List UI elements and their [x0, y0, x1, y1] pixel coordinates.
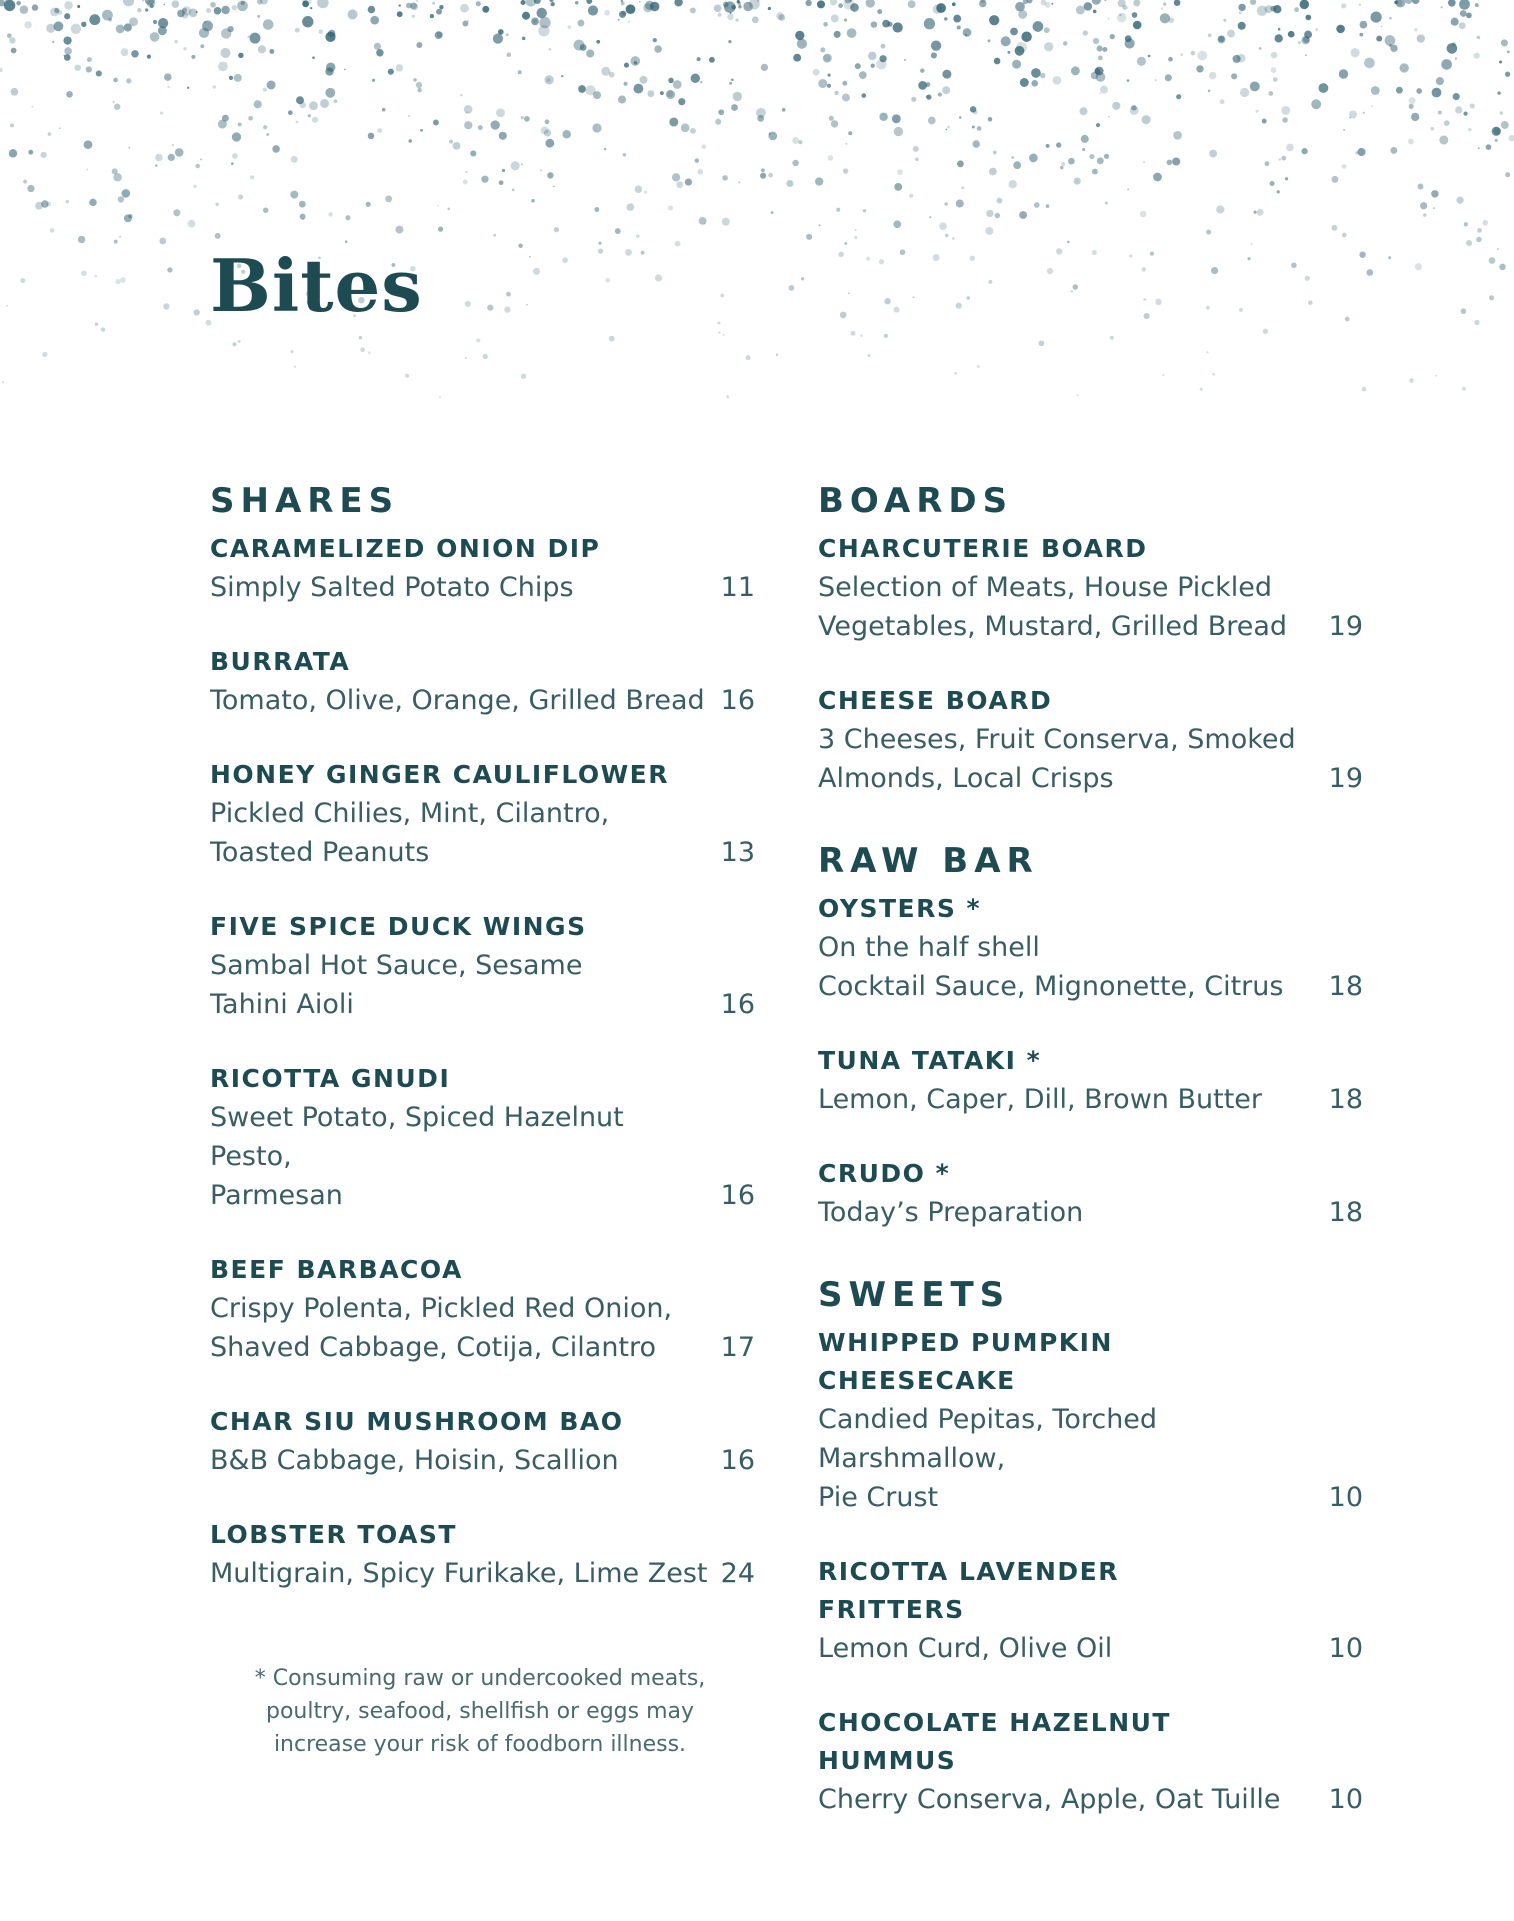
menu-item-name: CHAR SIU MUSHROOM BAO — [210, 1407, 624, 1436]
menu-item-price: 18 — [1328, 1084, 1363, 1115]
menu-item — [818, 1042, 1363, 1119]
menu-item-name: HONEY GINGER CAULIFLOWER — [210, 760, 670, 789]
menu-item-price: 11 — [720, 572, 755, 603]
menu-item-name: BURRATA — [210, 647, 351, 676]
menu-item-name: FIVE SPICE DUCK WINGS — [210, 912, 587, 941]
menu-section-raw-bar — [818, 840, 1363, 1232]
menu-item-name: RICOTTA GNUDI — [210, 1064, 451, 1093]
menu-item-price: 10 — [1328, 1482, 1363, 1513]
menu-item-price: 18 — [1328, 971, 1363, 1002]
menu-item-price: 16 — [720, 685, 755, 716]
menu-item-description: Cherry Conserva, Apple, Oat Tuille — [818, 1784, 1281, 1815]
menu-item-name: RICOTTA LAVENDER FRITTERS — [818, 1557, 1119, 1624]
menu-item-price: 24 — [720, 1558, 755, 1589]
menu-item-description: Lemon, Caper, Dill, Brown Butter — [818, 1084, 1262, 1115]
menu-item-body — [210, 681, 755, 720]
menu-item — [818, 1155, 1363, 1232]
menu-item-name: CHARCUTERIE BOARD — [818, 534, 1148, 563]
menu-section-sweets — [818, 1274, 1363, 1819]
menu-section-boards — [818, 480, 1363, 798]
menu-item-price: 10 — [1328, 1633, 1363, 1664]
menu-item-name: CHOCOLATE HAZELNUT HUMMUS — [818, 1708, 1171, 1775]
section-heading: RAW BAR — [818, 841, 1039, 881]
menu-item-name: LOBSTER TOAST — [210, 1520, 457, 1549]
menu-item-name: CARAMELIZED ONION DIP — [210, 534, 601, 563]
menu-item-description: B&B Cabbage, Hoisin, Scallion — [210, 1445, 619, 1476]
menu-item-body — [210, 1098, 755, 1215]
menu-item — [210, 643, 755, 720]
section-heading: SHARES — [210, 481, 400, 521]
menu-item-body — [210, 1441, 755, 1480]
menu-item-price: 17 — [720, 1332, 755, 1363]
menu-item-description: Multigrain, Spicy Furikake, Lime Zest — [210, 1558, 708, 1589]
menu-item-price: 10 — [1328, 1784, 1363, 1815]
menu-item-body — [210, 1289, 755, 1367]
menu-item-body — [818, 1080, 1363, 1119]
menu-column-left — [210, 480, 755, 1629]
menu-item — [818, 530, 1363, 646]
menu-item-name: CRUDO * — [818, 1159, 951, 1188]
header-band — [0, 0, 1514, 420]
menu-item-body — [818, 1193, 1363, 1232]
menu-item-description: 3 Cheeses, Fruit Conserva, Smoked Almonds, Local Crisps — [818, 724, 1296, 794]
menu-item — [818, 1704, 1363, 1819]
menu-item — [210, 908, 755, 1024]
menu-item-body — [210, 946, 755, 1024]
menu-item-name: CHEESE BOARD — [818, 686, 1053, 715]
menu-item-description: On the half shell Cocktail Sauce, Mignonette, Citrus — [818, 932, 1284, 1002]
menu-item-description: Tomato, Olive, Orange, Grilled Bread — [210, 685, 705, 716]
menu-item-price: 16 — [720, 1445, 755, 1476]
page-title: Bites — [210, 243, 423, 328]
menu-item — [818, 890, 1363, 1006]
menu-item-description: Selection of Meats, House Pickled Vegetables, Mustard, Grilled Bread — [818, 572, 1288, 642]
menu-item-body — [210, 568, 755, 607]
paint-splatter-decoration — [0, 0, 1514, 420]
menu-item-body — [818, 1400, 1363, 1517]
menu-item-body — [818, 720, 1363, 798]
menu-item — [210, 1060, 755, 1215]
menu-item — [210, 530, 755, 607]
menu-item-price: 16 — [720, 1180, 755, 1211]
menu-item — [818, 682, 1363, 798]
menu-item — [210, 756, 755, 872]
menu-item-name: TUNA TATAKI * — [818, 1046, 1042, 1075]
menu-item — [818, 1324, 1363, 1517]
menu-item-body — [818, 928, 1363, 1006]
section-heading: BOARDS — [818, 481, 1014, 521]
menu-item-description: Candied Pepitas, Torched Marshmallow, Pie Crust — [818, 1404, 1158, 1513]
menu-item — [818, 1553, 1363, 1668]
menu-item — [210, 1516, 755, 1593]
menu-item-name: WHIPPED PUMPKIN CHEESECAKE — [818, 1328, 1113, 1395]
menu-item-name: BEEF BARBACOA — [210, 1255, 463, 1284]
menu-section-shares — [210, 480, 755, 1593]
menu-item-price: 18 — [1328, 1197, 1363, 1228]
menu-item-description: Crispy Polenta, Pickled Red Onion, Shaved Cabbage, Cotija, Cilantro — [210, 1293, 673, 1363]
menu-item-body — [210, 794, 755, 872]
menu-item-description: Pickled Chilies, Mint, Cilantro, Toasted Peanuts — [210, 798, 610, 868]
section-heading: SWEETS — [818, 1275, 1011, 1315]
menu-item-description: Simply Salted Potato Chips — [210, 572, 574, 603]
menu-item-price: 19 — [1328, 763, 1363, 794]
menu-item-body — [818, 1780, 1363, 1819]
menu-item-description: Lemon Curd, Olive Oil — [818, 1633, 1113, 1664]
menu-item-body — [818, 1629, 1363, 1668]
raw-food-disclaimer: * Consuming raw or undercooked meats, poultry, seafood, shellfish or eggs may increase your risk of foodborn illness. — [254, 1666, 706, 1757]
menu-item-price: 16 — [720, 989, 755, 1020]
menu-item-description: Sambal Hot Sauce, Sesame Tahini Aioli — [210, 950, 583, 1020]
menu-item-body — [818, 568, 1363, 646]
menu-item-description: Today’s Preparation — [818, 1197, 1084, 1228]
menu-item-price: 13 — [720, 837, 755, 868]
menu-item-description: Sweet Potato, Spiced Hazelnut Pesto, Parmesan — [210, 1102, 624, 1211]
menu-item-name: OYSTERS * — [818, 894, 982, 923]
menu-item-price: 19 — [1328, 611, 1363, 642]
menu-column-right — [818, 480, 1363, 1855]
menu-item — [210, 1403, 755, 1480]
menu-item-body — [210, 1554, 755, 1593]
menu-item — [210, 1251, 755, 1367]
